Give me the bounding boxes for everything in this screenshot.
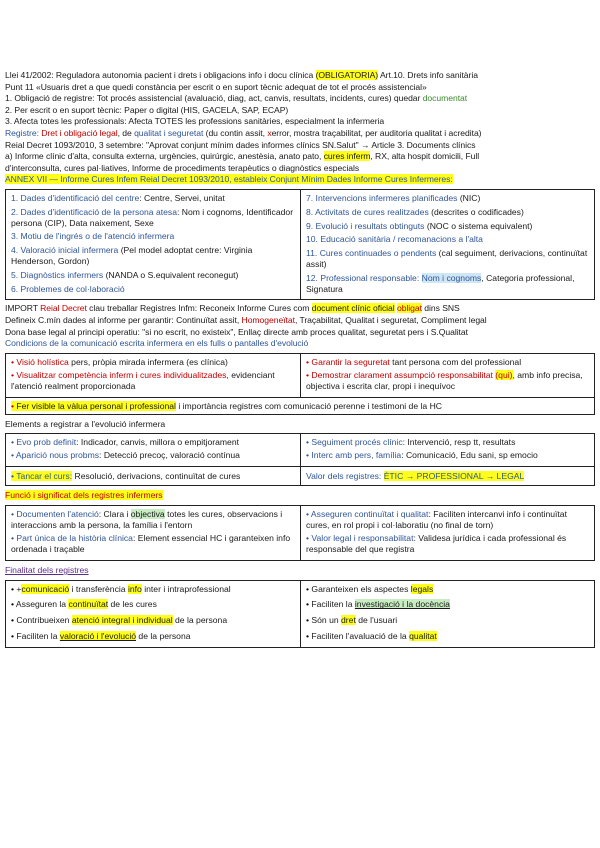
text: Garantir la seguretat (311, 356, 390, 367)
conditions-full-row: • Fer visible la vàlua personal i professional i importància registres com comunicació perenne i testimoni de la HC (6, 397, 594, 414)
text: 1. Dades d'identificació del centre (11, 192, 140, 203)
text: error, mostra traçabilitat, per auditoria qualitat i acredita) (271, 127, 482, 138)
annex-item (11, 284, 295, 295)
elements-title: Elements a registrar a l'evolució infermera (5, 419, 166, 430)
text: Són un (311, 615, 342, 626)
import-line-2 (5, 315, 595, 327)
highlight: continuïtat (68, 599, 109, 610)
finalitat-item: • Contribueixen atenció integral i individual de la persona (11, 615, 228, 626)
text: 10. Educació sanitària / recomanacions a l'alta (306, 234, 483, 245)
text: x (267, 127, 272, 138)
text: : Clara i (98, 508, 131, 519)
import-line-3: Dona base legal al principi operatiu: "si no escrit, no existeix", Enllaç directe amb proces qualitat, seguretat pers i S.Qualitat (5, 326, 468, 337)
text: : Comunicació, Edu sani, sp emocio (401, 450, 538, 461)
highlight: atenció integral i individual (71, 615, 173, 626)
text: 12. Professional responsable: (306, 272, 422, 283)
text: pers, pròpia mirada infermera (es clínica) (68, 356, 228, 367)
intro-line-1 (5, 70, 595, 82)
tancar-cell: • Tancar el curs: Resolució, derivacions, continuïtat de cures (11, 471, 241, 482)
text: 11. Cures continuades o pendents (306, 248, 437, 259)
text: Valor dels registres: (306, 471, 384, 482)
annex-item (11, 231, 295, 242)
text: clau treballar Registres Infm: Reconeix Informe Cures com (86, 303, 312, 314)
highlight: objectiva (130, 508, 165, 519)
highlight: ÈTIC → PROFESSIONAL → LEGAL (383, 471, 525, 482)
text: 7. Intervencions infermeres planificades (306, 192, 458, 203)
highlight: Fer visible la vàlua personal i professional (16, 401, 176, 412)
intro-line-8 (5, 151, 595, 163)
text: Asseguren continuïtat i qualitat (310, 508, 429, 519)
highlight: qualitat (409, 631, 437, 642)
finalitat-item: • Faciliten l'avaluació de la qualitat (306, 631, 437, 642)
text: : Detecció precoç, valoració contínua (99, 450, 240, 461)
text: Defineix C.mín dades al informe per garantir: Continuïtat assit, (5, 314, 242, 325)
text: + (16, 583, 22, 594)
finalitat-title (5, 565, 595, 577)
elements-left-column (6, 434, 300, 467)
highlight: document clínic oficial (311, 303, 395, 314)
intro-line-7: Reial Decret 1093/2010, 3 setembre: "Aprovat conjunt mínim dades informes clínics SN.Salut" → Article 3. Documents clínics (5, 139, 476, 150)
text: qualitat i seguretat (134, 127, 204, 138)
text: , Categoria professional, Signatura (306, 272, 575, 294)
highlight: info (127, 583, 142, 594)
text: Contribueixen (16, 615, 72, 626)
text: de la persona (136, 631, 191, 642)
text: Aparició nous probms (15, 450, 100, 461)
import-line-1 (5, 303, 595, 315)
text: Visualitzar competència inferm i cures individualitzades (16, 370, 227, 381)
document-page (5, 70, 595, 648)
highlight: legals (410, 583, 434, 594)
text: de l'usuari (355, 615, 398, 626)
highlight: valoració i l'evolució (59, 631, 137, 642)
highlight: Tancar el curs: (16, 471, 73, 482)
highlight: (qui) (495, 370, 513, 381)
text: Resolució, derivacions, continuïtat de cures (72, 471, 241, 482)
element-item: • Interc amb pers, família: Comunicació, Edu sani, sp emocio (306, 450, 538, 461)
conditions-row (6, 354, 594, 397)
finalitat-item: • +comunicació i transferència info inter i intraprofessional (11, 583, 231, 594)
text: Interc amb pers, família (311, 450, 402, 461)
text: (NIC) (457, 192, 481, 203)
highlight: Funció i significat dels registres infermers (5, 490, 163, 501)
annex-left-column (6, 190, 300, 299)
text: Visió holística (16, 356, 69, 367)
text: , RX, alta hospit domicili, Full (370, 151, 480, 162)
text: Asseguren la (15, 599, 69, 610)
elements-row (6, 434, 594, 467)
text: 1. Obligació de registre: Tot procés assistencial (avaluació, diag, act, canvis, resultats, incidents, cures) quedar (5, 93, 423, 104)
finalitat-item: • Garanteixen els aspectes legals (306, 583, 434, 594)
text: Dret i obligació legal (41, 127, 118, 138)
highlight: comunicació (21, 583, 70, 594)
text: (Pel model adoptat centre: Virginia Henderson, Gordon) (11, 245, 253, 266)
text: Finalitat dels registres (5, 565, 89, 576)
annex-item (306, 248, 589, 270)
annex-item (11, 207, 295, 229)
text: 8. Activitats de cures realitzades (306, 206, 429, 217)
annex-item (306, 273, 589, 295)
funcio-left-column (6, 506, 300, 560)
finalitat-left-column (6, 581, 300, 647)
text: Garanteixen els aspectes (311, 583, 411, 594)
text: Reial Decret (40, 303, 87, 314)
text: , de (117, 127, 135, 138)
text: i transferència (69, 583, 128, 594)
element-item: • Aparició nous probms: Detecció precoç, valoració contínua (11, 450, 240, 461)
intro-line-3 (5, 93, 595, 105)
text: de les cures (108, 599, 157, 610)
condition-item: • Visió holística pers, pròpia mirada infermera (es clínica) (11, 356, 228, 367)
text: Part única de la història clínica (16, 533, 133, 544)
funcio-item: • Part única de la història clínica: Element essencial HC i garanteixen info ordenada i traçable (11, 533, 291, 555)
text: : Intervenció, resp tt, resultats (402, 436, 516, 447)
condition-item: • Visualitzar competència inferm i cures individualitzades, evidenciant l'atenció realment proporcionada (11, 370, 275, 392)
text: Registre: (5, 127, 42, 138)
text: (du contin assit, (203, 127, 268, 138)
text: , amb info precisa, objectiva i escrita clar, propi i inequívoc (306, 370, 583, 392)
text: , evidenciant l'atenció realment proporcionada (11, 370, 275, 392)
text: : Indicador, canvis, millora o empitjorament (76, 436, 239, 447)
annex-item (306, 193, 589, 204)
text: (NOC o sistema equivalent) (424, 220, 533, 231)
import-line-4: Condicions de la comunicació escrita infermera en els fulls o pantalles d'evolució (5, 338, 309, 349)
text: inter i intraprofessional (141, 583, 231, 594)
text: 3. Motiu de l'ingrés o de l'atenció infermera (11, 231, 175, 242)
intro-line-4: 2. Per escrit o en suport tècnic: Paper o digital (HIS, GACELA, SAP, ECAP) (5, 104, 289, 115)
annex-box (5, 189, 595, 300)
condition-item: • Demostrar clarament assumpció responsabilitat (qui), amb info precisa, objectiva i escrita clar, propi i inequívoc (306, 370, 583, 392)
text: Documenten l'atenció (16, 508, 99, 519)
text: : Element essencial HC i garanteixen info ordenada i traçable (11, 533, 291, 555)
element-item: • Seguiment procés clínic: Intervenció, resp tt, resultats (306, 436, 516, 447)
finalitat-item: • Faciliten la investigació i la docència (306, 599, 450, 610)
annex-item (306, 207, 589, 218)
annex-right-column (300, 190, 594, 299)
text: Llei 41/2002: Reguladora autonomia pacient i drets i obligacions info i docu clínica (5, 70, 316, 80)
highlight: Nom i cognoms (421, 272, 482, 283)
highlight: cures inferm (323, 151, 371, 162)
text: 4. Valoració inicial infermera (11, 245, 119, 256)
text: Faciliten la (16, 631, 60, 642)
text: 2. Dades d'identificació de la persona atesa (11, 206, 177, 217)
text: Seguiment procés clínic (311, 436, 403, 447)
text: tant persona com del professional (389, 356, 522, 367)
text: Homogeneïtat (241, 314, 295, 325)
text: Demostrar clarament assumpció responsabilitat (311, 370, 493, 381)
annex-item (11, 245, 295, 267)
funcio-box (5, 505, 595, 561)
text: dins SNS (421, 303, 460, 314)
highlight: ANNEX VII — Informe Cures Infem Reial Decret 1093/2010, estableix Conjunt Mínim Dades Informe Cures Infermeres: (5, 174, 453, 185)
text: totes les cures, observacions i interaccions amb la persona, la família i l'entorn (11, 508, 283, 530)
text: Art.10. Drets info sanitària (378, 70, 478, 80)
conditions-right-column (300, 354, 594, 397)
text: IMPORT (5, 303, 41, 314)
intro-line-10 (5, 174, 595, 186)
annex-item (306, 234, 589, 245)
finalitat-right-column (300, 581, 594, 647)
intro-line-2: Punt 11 «Usuaris dret a que quedi constància per escrit o en suport tècnic adequat de tot el procés assistencial» (5, 81, 427, 92)
text: : Faciliten intercanvi info i continuïtat cures, en rol propi i col·laboratiu (no final de torn) (306, 508, 567, 530)
text: , Traçabilitat, Qualitat i seguretat, Compliment legal (294, 314, 487, 325)
text: a) Informe clínic d'alta, consulta externa, urgències, quirúrgic, anestèsia, anato pato, (5, 151, 324, 162)
highlight: investigació i la docència (354, 599, 450, 610)
conditions-left-column (6, 354, 300, 397)
elements-right-column (300, 434, 594, 467)
condition-item: • Garantir la seguretat tant persona com del professional (306, 356, 522, 367)
funcio-title (5, 490, 595, 502)
funcio-right-column (300, 506, 594, 560)
text: de la persona (172, 615, 228, 626)
text: (descrites o codificades) (428, 206, 524, 217)
highlight: dret (341, 615, 356, 626)
element-item: • Evo prob definit: Indicador, canvis, millora o empitjorament (11, 436, 239, 447)
text: : Centre, Servei, unitat (139, 192, 225, 203)
text: (NANDA o S.equivalent reconegut) (103, 269, 239, 280)
conditions-box (5, 353, 595, 415)
finalitat-item: • Són un dret de l'usuari (306, 615, 398, 626)
valor-cell (300, 467, 594, 485)
elements-box (5, 433, 595, 487)
intro-line-9: d'interconsulta, cures pal·liatives, Informe de procediments terapèutics o diagnòstics especials (5, 162, 360, 173)
text: 5. Diagnòstics infermers (11, 269, 104, 280)
funcio-item: • Valor legal i responsabilitat: Validesa jurídica i cada professional és responsable del que registra (306, 533, 567, 555)
finalitat-item: • Asseguren la continuïtat de les cures (11, 599, 157, 610)
text: 6. Problemes de col·laboració (11, 283, 125, 294)
finalitat-item: • Faciliten la valoració i l'evolució de la persona (11, 631, 191, 642)
text: 9. Evolució i resultats obtinguts (306, 220, 425, 231)
text: Faciliten l'avaluació de la (311, 631, 410, 642)
text: : Nom i cognoms, Identificador persona (CIP), Data naixement, Sexe (11, 206, 294, 228)
text: i importància registres com comunicació perenne i testimoni de la HC (175, 401, 442, 412)
text: (cal seguiment, derivacions, continuïtat assit) (306, 248, 588, 269)
funcio-item: • Asseguren continuïtat i qualitat: Faciliten intercanvi info i continuïtat cures, en rol propi i col·laboratiu (no final de torn) (306, 508, 567, 530)
highlight: obligat (396, 303, 422, 314)
elements-bottom-row (6, 466, 594, 485)
text: Evo prob definit (16, 436, 77, 447)
text: documentat (422, 93, 468, 104)
highlight: (OBLIGATORIA) (315, 70, 379, 80)
annex-item (11, 270, 295, 281)
text: Faciliten la (311, 599, 355, 610)
text: Valor legal i responsabilitat (311, 533, 414, 544)
text: : Validesa jurídica i cada professional és responsable del que registra (306, 533, 567, 555)
annex-item (306, 221, 589, 232)
finalitat-box (5, 580, 595, 648)
intro-line-6 (5, 128, 595, 140)
funcio-item: • Documenten l'atenció: Clara i objectiva totes les cures, observacions i interaccions amb la persona, la família i l'entorn (11, 508, 283, 530)
annex-item (11, 193, 295, 204)
intro-line-5: 3. Afecta totes les professionals: Afecta TOTES les professions sanitàries, especialment la infermeria (5, 116, 385, 127)
